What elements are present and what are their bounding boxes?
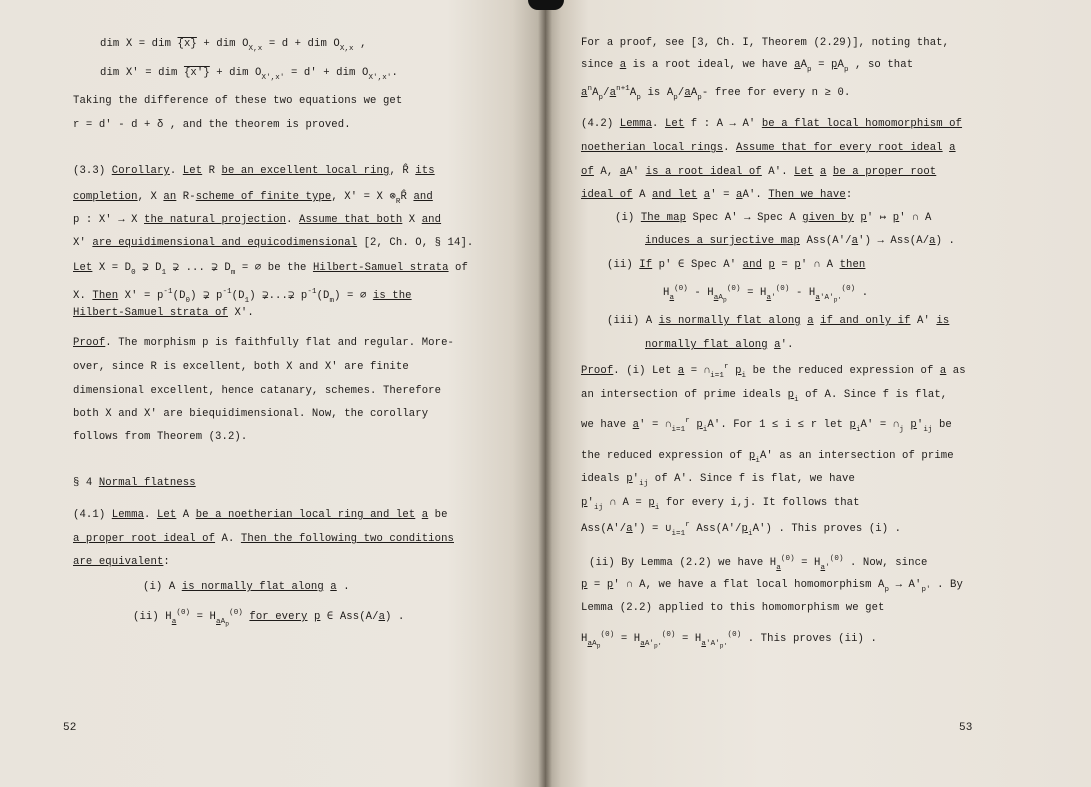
line-r20: (ii) By Lemma (2.2) we have $H_a^{(0)} = H_{a'}^{(0)}$ . Now, since bbox=[589, 555, 928, 572]
line-l6: p : X' → X the natural projection. Assume that both X and bbox=[73, 214, 442, 226]
line-r2: $a^nA_p/a^{n+1}A_p$ is $A_p/aA_p-$ free for every n ≥ 0. bbox=[581, 85, 851, 102]
line-l0: dim X = dim {x} + dim $O_{X,x} = d$ + dim $O_{X,x}$ , bbox=[100, 38, 367, 53]
line-r6: ideal of A and let a' = aA'. Then we have: bbox=[581, 189, 853, 201]
line-r13: Proof. (i) Let $a = \cap_{i=1}^r$ $p_i$ be the reduced expression of a as bbox=[581, 363, 966, 380]
line-l16: § 4 Normal flatness bbox=[73, 477, 196, 489]
line-l8: Let $X = D_0$ ⊋ $D_1$ ⊋ ... ⊋ $D_m$ = ∅ be the Hilbert-Samuel strata of bbox=[73, 262, 468, 277]
line-r12: normally flat along a'. bbox=[645, 339, 794, 351]
left-page bbox=[0, 0, 545, 787]
line-r18: $p'_{ij}$ ∩ $A = p_i$ for every i,j. It follows that bbox=[581, 497, 860, 512]
line-r15: we have $a' = \cap_{i=1}^r$ $p_iA'$. For 1 ≤ i ≤ r let $p_iA'$ = $\cap_j$ $p'_{ij}$ be bbox=[581, 417, 952, 434]
line-r9: (ii) If p' ∈ Spec A' and p = p' ∩ A then bbox=[607, 259, 866, 271]
line-l21: (ii) $H_a^{(0)} = H_{aA_p}^{(0)}$ for every p ∈ Ass(A/a) . bbox=[133, 609, 405, 628]
line-r23: $H_{aA_p}^{(0)} = H_{aA'_{p'}}^{(0)} = H_{a'A'_{p'}}^{(0)}$ . This proves (ii) . bbox=[581, 631, 877, 650]
line-l17: (4.1) Lemma. Let A be a noetherian local ring and let a be bbox=[73, 509, 448, 521]
book-gutter bbox=[538, 0, 552, 787]
line-r14: an intersection of prime ideals $p_i$ of A. Since f is flat, bbox=[581, 389, 948, 404]
line-l15: follows from Theorem (3.2). bbox=[73, 431, 248, 443]
line-r21: p = p' ∩ A, we have a flat local homomorphism $A_p \to A'_{p'}$ . By bbox=[581, 579, 963, 594]
line-l14: both X and X' are biequidimensional. Now, the corollary bbox=[73, 408, 429, 420]
binding-notch bbox=[528, 0, 564, 10]
line-r17: ideals $p'_{ij}$ of A'. Since f is flat, we have bbox=[581, 473, 855, 488]
line-l7: X' are equidimensional and equicodimensional [2, Ch. O, § 14]. bbox=[73, 237, 474, 249]
line-r16: the reduced expression of $p_iA'$ as an intersection of prime bbox=[581, 450, 954, 465]
line-l18: a proper root ideal of A. Then the following two conditions bbox=[73, 533, 454, 545]
line-r3: (4.2) Lemma. Let f : A → A' be a flat local homomorphism of bbox=[581, 118, 963, 130]
line-l2: Taking the difference of these two equations we get bbox=[73, 95, 403, 107]
line-l19: are equivalent: bbox=[73, 556, 170, 568]
line-r1: since a is a root ideal, we have $aA_p = pA_p$ , so that bbox=[581, 59, 914, 74]
page-number-right: 53 bbox=[959, 722, 973, 734]
page-number-left: 52 bbox=[63, 722, 77, 734]
line-r8: induces a surjective map Ass(A'/a') → Ass(A/a) . bbox=[645, 235, 955, 247]
line-l1: dim X' = dim {x'} + dim $O_{X',x'} = d'$ + dim $O_{X',x'}$. bbox=[100, 67, 398, 82]
right-page bbox=[545, 0, 1091, 787]
line-r7: (i) The map Spec A' → Spec A given by p' ↦ p' ∩ A bbox=[615, 212, 932, 224]
line-l10: Hilbert-Samuel strata of X'. bbox=[73, 307, 254, 319]
line-l5: completion, X an R-scheme of finite type, X' = X $\otimes_RR̂$ and bbox=[73, 191, 433, 206]
line-r10: $H_a^{(0)} - H_{aA_p}^{(0)} = H_{a'}^{(0)} - H_{a'A'_{p'}}^{(0)}$ . bbox=[663, 285, 869, 304]
line-r0: For a proof, see [3, Ch. I, Theorem (2.29)], noting that, bbox=[581, 37, 950, 49]
line-l4: (3.3) Corollary. Let R be an excellent local ring, R̂ its bbox=[73, 165, 435, 177]
line-l11: Proof. The morphism p is faithfully flat and regular. More- bbox=[73, 337, 454, 349]
line-r5: of A, aA' is a root ideal of A'. Let a be a proper root bbox=[581, 166, 937, 178]
line-r19: $Ass(A'/a') = \cup_{i=1}^r$ $Ass(A'/p_iA')$ . This proves (i) . bbox=[581, 521, 902, 538]
line-l9: X. Then $X' = p^{-1}(D_0)$ ⊋ $p^{-1}(D_1)$ ⊋...⊋ $p^{-1}(D_m)$ = ∅ is the bbox=[73, 288, 412, 305]
line-l12: over, since R is excellent, both X and X' are finite bbox=[73, 361, 409, 373]
line-l20: (i) A is normally flat along a . bbox=[143, 581, 350, 593]
line-r11: (iii) A is normally flat along a if and only if A' is bbox=[607, 315, 950, 327]
line-l3: r = d' - d + δ , and the theorem is proved. bbox=[73, 119, 351, 131]
line-r22: Lemma (2.2) applied to this homomorphism we get bbox=[581, 602, 885, 614]
line-l13: dimensional excellent, hence catanary, schemes. Therefore bbox=[73, 385, 442, 397]
line-r4: noetherian local rings. Assume that for every root ideal a bbox=[581, 142, 956, 154]
